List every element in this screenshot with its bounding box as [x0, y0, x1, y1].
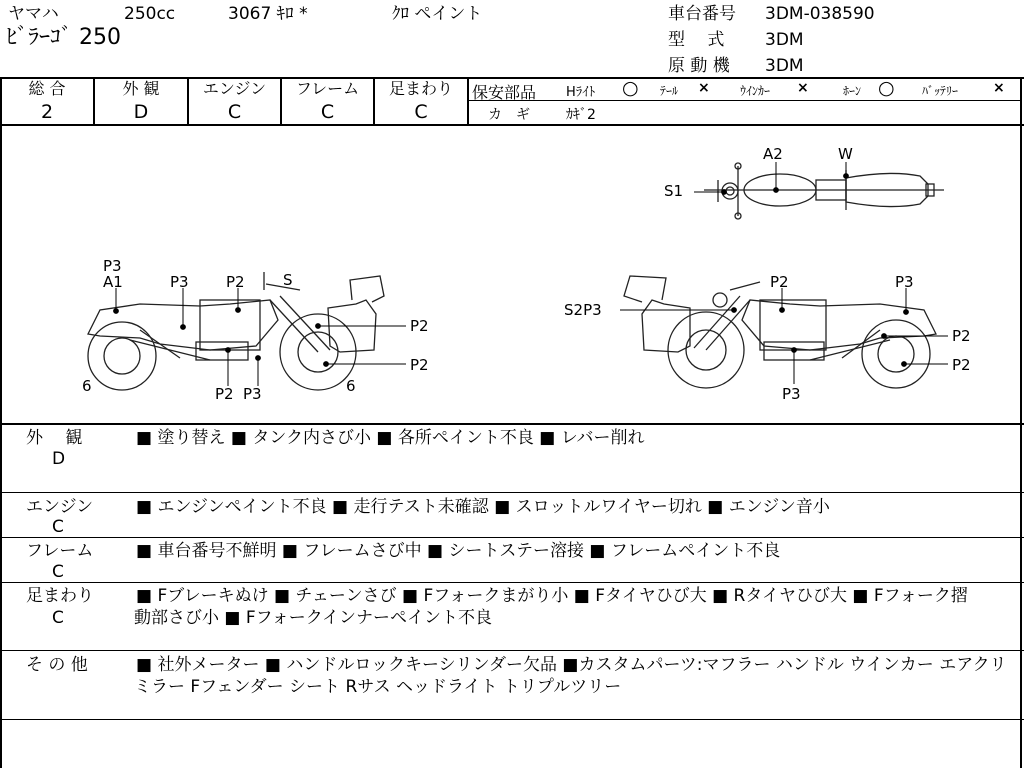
label-p3: P3: [782, 385, 801, 403]
label-p2: P2: [952, 327, 971, 345]
color: ｸﾛ ペイント: [392, 4, 483, 24]
remarks-text: ■ エンジンペイント不良 ■ 走行テスト未確認 ■ スロットルワイヤー切れ ■ エンジン音小: [136, 497, 830, 517]
engine-type-value: 3DM: [765, 56, 804, 76]
label-p3: P3: [895, 273, 914, 291]
grade-label: エンジン: [202, 79, 267, 98]
safety-item-tail: ﾃｰﾙ: [660, 84, 679, 98]
divider: [0, 582, 1024, 583]
mileage: 3067 ｷﾛ *: [228, 4, 308, 24]
label-p3: P3: [243, 385, 262, 403]
label-a1: A1: [103, 273, 123, 291]
divider: [0, 492, 1024, 493]
remarks-text: ■ Fブレーキぬけ ■ チェーンさび ■ Fフォークまがり小 ■ Fタイヤひび大 ■ Rタイヤひび大 ■ Fフォーク摺: [136, 586, 968, 606]
remarks-label: フレーム: [26, 541, 94, 561]
type-label: 型 式: [668, 30, 725, 50]
key-value: ｶｷﾞ2: [566, 107, 596, 123]
grade-value: C: [414, 101, 428, 123]
remarks-text-cont: 動部さび小 ■ Fフォークインナーペイント不良: [134, 608, 492, 628]
divider: [0, 719, 1024, 720]
grade-value: C: [320, 101, 335, 123]
grade-label: 外 観: [122, 79, 160, 98]
remarks-text-cont: ミラー Fフェンダー シート Rサス ヘッドライト トリプルツリー: [134, 677, 622, 697]
safety-item-headlight: Hﾗｲﾄ: [566, 85, 596, 100]
grade-value: 2: [40, 101, 54, 123]
safety-item-winker: ｳｲﾝｶｰ: [740, 84, 771, 98]
grade-value: C: [227, 101, 242, 123]
remarks-text: ■ 車台番号不鮮明 ■ フレームさび中 ■ シートステー溶接 ■ フレームペイント不良: [136, 541, 781, 561]
remarks-grade: C: [52, 608, 64, 628]
frame-number: 3DM-038590: [765, 4, 875, 24]
remarks-grade: C: [52, 517, 64, 537]
label-s1: S1: [664, 182, 684, 200]
grade-value: D: [133, 101, 149, 123]
label-p2: P2: [770, 273, 789, 291]
type-value: 3DM: [765, 30, 804, 50]
ng-mark: ×: [993, 80, 1005, 96]
remarks-text: ■ 塗り替え ■ タンク内さび小 ■ 各所ペイント不良 ■ レバー削れ: [136, 428, 645, 448]
label-p2: P2: [952, 356, 971, 374]
grade-label: 足まわり: [388, 79, 453, 98]
safety-label: 保安部品: [472, 83, 537, 102]
ng-mark: ×: [797, 80, 809, 96]
remarks-text: ■ 社外メーター ■ ハンドルロックキーシリンダー欠品 ■カスタムパーツ:マフラー ハンドル ウインカー エアクリ: [136, 655, 1007, 675]
frame-number-label: 車台番号: [668, 4, 736, 24]
safety-item-battery: ﾊﾞｯﾃﾘｰ: [922, 84, 959, 98]
remarks-grade: C: [52, 562, 64, 582]
engine-type-label: 原 動 機: [668, 56, 730, 76]
remarks-grade: D: [52, 449, 66, 469]
label-6: 6: [346, 377, 356, 395]
label-p2: P2: [226, 273, 245, 291]
label-p2: P2: [215, 385, 234, 403]
remarks-label: そ の 他: [26, 655, 88, 675]
remarks-label: エンジン: [26, 497, 94, 517]
divider: [0, 650, 1024, 651]
label-p2: P2: [410, 317, 429, 335]
grade-label: 総 合: [28, 79, 66, 98]
grade-label: フレーム: [295, 79, 360, 98]
label-w: W: [838, 145, 853, 163]
remarks-label: 外 観: [26, 428, 83, 448]
label-s: S: [283, 271, 293, 289]
label-s2p3: S2P3: [564, 301, 602, 319]
model-name: ﾋﾞﾗｰｺﾞ 250: [6, 25, 121, 50]
displacement: 250cc: [124, 4, 176, 24]
label-p2: P2: [410, 356, 429, 374]
ng-mark: ×: [698, 80, 710, 96]
remarks-label: 足まわり: [26, 586, 94, 606]
key-label: カ ギ: [488, 107, 530, 123]
safety-item-horn: ﾎｰﾝ: [843, 84, 862, 98]
ok-mark: ○: [622, 77, 639, 99]
ok-mark: ○: [878, 77, 895, 99]
label-p3: P3: [170, 273, 189, 291]
label-a2: A2: [763, 145, 783, 163]
maker: ヤマハ: [8, 4, 59, 24]
motorcycle-right-view-icon: [624, 273, 936, 388]
motorcycle-top-view-icon: [704, 163, 944, 219]
label-6: 6: [82, 377, 92, 395]
divider: [0, 537, 1024, 538]
label-p3: P3: [103, 257, 122, 275]
